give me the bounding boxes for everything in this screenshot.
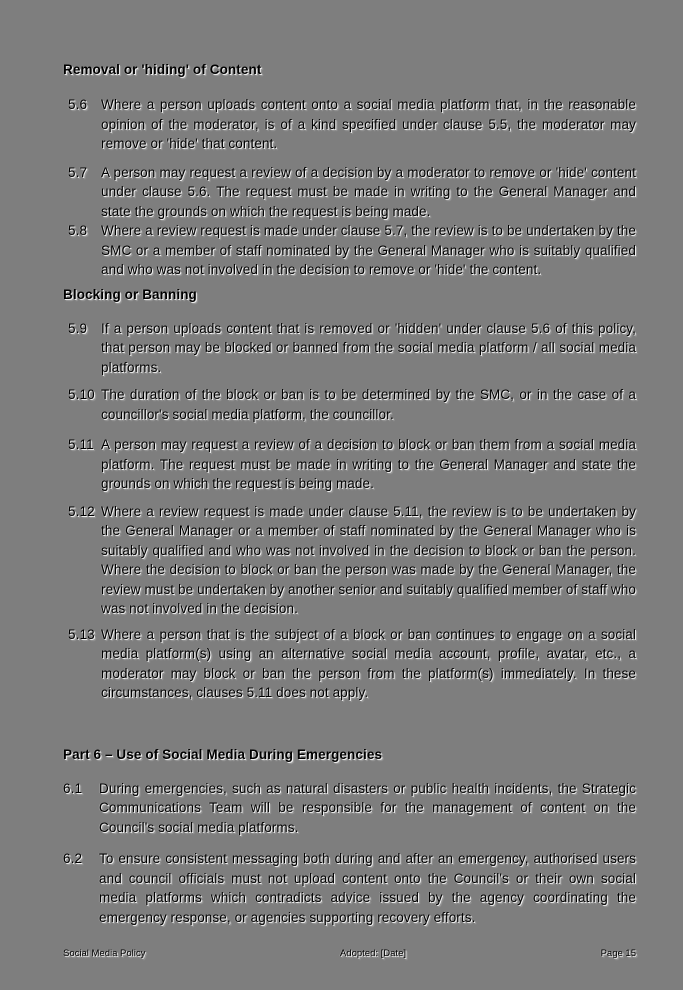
clause	[63, 163, 636, 222]
clause-text: The duration of the block or ban is to be determined by the SMC, or in the case of a councillor's social media platform, the councillor.	[101, 387, 636, 422]
clause-number: 5.10	[68, 387, 95, 402]
clause-number: 5.7	[68, 164, 88, 180]
clause	[63, 319, 636, 378]
footer-document-title: Social Media Policy	[63, 948, 146, 959]
clause-text: Where a review request is made under clause 5.7, the review is to be undertaken by the SMC or a member of staff nominated by the General Manager who is suitably qualified and who was not involved in the decision to remove or 'hide' the content.	[101, 223, 636, 277]
section-heading: Blocking or Banning	[63, 286, 197, 302]
clause-number: 5.6	[68, 97, 88, 112]
clause	[63, 221, 636, 280]
clause-number: 5.11	[68, 437, 94, 452]
clause	[63, 849, 636, 927]
clause-number: 5.13	[68, 626, 95, 642]
clause-number: 5.12	[68, 503, 95, 519]
clause-text: A person may request a review of a decision by a moderator to remove or 'hide' content under clause 5.6. The request must be made in writing to the General Manager and state the grounds on which the request is being made.	[101, 164, 636, 219]
document-content	[63, 0, 636, 927]
clause-text: Where a person uploads content onto a social media platform that, in the reasonable opinion of the moderator, is of a kind specified under clause 5.5, the moderator may remove or 'hide' that content.	[101, 97, 636, 151]
section-heading: Part 6 – Use of Social Media During Emergencies	[63, 746, 383, 762]
clause	[63, 385, 636, 424]
clause-number: 6.2	[63, 851, 83, 866]
clause	[63, 625, 636, 703]
clause	[63, 435, 636, 494]
clause-number: 6.1	[63, 780, 83, 796]
clause-text: During emergencies, such as natural disasters or public health incidents, the Strategic Communications Team will be responsible for the management of content on the Council's social media platforms.	[99, 780, 636, 835]
footer-page-number: Page 15	[600, 948, 636, 959]
footer-adopted-date: Adopted: [Date]	[339, 948, 406, 959]
page-footer	[63, 948, 636, 960]
clause-text: If a person uploads content that is removed or 'hidden' under clause 5.6 of this policy, that person may be blocked or banned from the social media platform / all social media platforms.	[101, 320, 636, 375]
clause	[63, 779, 636, 838]
clause	[63, 502, 636, 619]
clause-text: A person may request a review of a decision to block or ban them from a social media platform. The request must be made in writing to the General Manager and state the grounds on which the request is being made.	[101, 437, 636, 491]
clause-number: 5.8	[68, 223, 88, 238]
clause-text: To ensure consistent messaging both during and after an emergency, authorised users and council officials must not upload content onto the Council's or their own social media platforms which contradicts advice issued by the agency coordinating the emergency response, or agencies supporting recovery efforts.	[99, 851, 636, 925]
clause-text: Where a review request is made under clause 5.11, the review is to be undertaken by the General Manager or a member of staff nominated by the General Manager who is suitably qualified and who was not involved in the decision to block or ban the person. Where the decision to block or ban the person was made by the General Manager, the review must be undertaken by another senior and suitably qualified member of staff who was not involved in the decision.	[101, 503, 636, 616]
section-heading: Removal or 'hiding' of Content	[63, 62, 262, 77]
clause	[63, 95, 636, 154]
clause-text: Where a person that is the subject of a block or ban continues to engage on a social media platform(s) using an alternative social media account, profile, avatar, etc., a moderator may block or ban the person from the platform(s) immediately. In these circumstances, clauses 5.11 does not apply.	[101, 626, 636, 700]
clause-number: 5.9	[68, 320, 88, 336]
